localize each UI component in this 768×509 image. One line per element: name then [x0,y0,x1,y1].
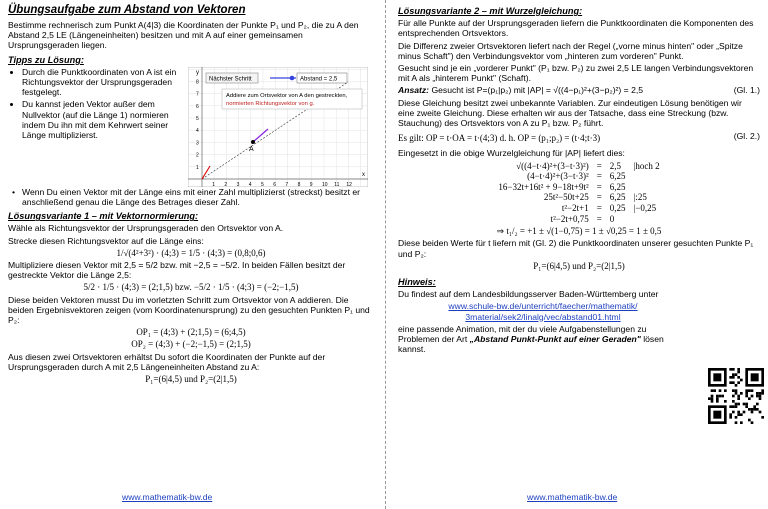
graph-note-line2: normierten Richtungsvektor von g. [226,100,315,107]
slider-handle[interactable] [290,76,295,81]
left-column [8,4,374,386]
sol1-text: Multipliziere diesen Vektor mit 2,5 = 5/2 bzw. mit −2,5 = −5/2. In beiden Fällen besitzt der gestreckte Vektor die Länge 2,5: [8,260,346,281]
x-tick-label: 12 [346,181,352,187]
x-tick-label: 11 [334,181,340,187]
hinweis-text-part: lösen kannst. [398,334,664,355]
equation-cell: 0 [609,213,615,224]
next-step-label: Nächster Schritt [209,76,252,83]
equation-row [494,171,663,182]
ansatz-label: Ansatz: [398,85,430,96]
equation-cell: √((4−t·4)²+(3−t·3)²) [516,160,589,171]
equation-row [494,182,663,193]
ansatz-formula: Gesucht ist P=(p₁|p₂) mit |AP| = √((4−p₁)²+(3−p₂)²) = 2,5 [431,85,644,96]
equation-cell: = [596,171,602,182]
es-gilt-formula: Es gilt: OP = t·OA = t·(4;3) d. h. OP = (p₁;p₂) = (t·4;t·3) [398,133,601,144]
point-a-label: A [249,145,254,153]
y-tick-label: 7 [196,91,199,98]
task-intro: Bestimme rechnerisch zum Punkt A(4|3) die Koordinaten der Punkte P₁ und P₂, die zu A den Abstand 2,5 LE (Längeneinheiten) besitzen und mit A auf einer gemeinsamen Ursprungsgeraden liegen. [8,20,359,51]
equation-cell: = [596,213,602,224]
y-tick-label: 3 [196,140,199,147]
equation-cell: |:25 [633,192,647,203]
x-tick-label: 5 [261,181,264,187]
x-tick-label: 3 [236,181,240,187]
equation-cell: 2,5 [609,160,622,171]
equation-cell: 0,25 [609,203,626,214]
footer-link-left[interactable]: www.mathematik-bw.de [122,492,213,502]
equation-row [494,203,663,214]
hinweis-link[interactable]: www.schule-bw.de/unterricht/faecher/mathematik/ [448,301,638,312]
y-tick-label: 8 [196,79,199,86]
coordinate-graph [188,67,368,187]
hinweis-block [398,289,688,354]
sol2-text: Eingesetzt in die obige Wurzelgleichung für |AP| liefert dies: [398,148,625,159]
qr-code-icon[interactable] [708,368,764,424]
sol1-formula-op2: OP₂ = (4;3) + (−2;−1,5) = (2;1,5) [131,339,251,350]
equation-row [494,161,663,172]
y-axis-label: y [196,69,199,76]
equation-cell: 16−32t+16t² + 9−18t+9t² [498,181,589,192]
sol1-text: Aus diesen zwei Ortsvektoren erhältst Du sofort die Koordinaten der Punkte auf der Ursprungsgeraden durch A mit 2,5 Längeneinheiten Abstand zu A: [8,351,326,372]
sol1-formula-op1: OP₁ = (4;3) + (2;1,5) = (6;4,5) [136,327,246,338]
tip-item: • Durch die Punktkoordinaten von A ist ein Richtungsvektor der Ursprungsgeraden festgelegt. [22,67,182,98]
equation-cell: = [596,160,602,171]
y-tick-label: 4 [196,128,199,135]
hinweis-link-line1 [398,301,688,311]
tip-item: • Wenn Du einen Vektor mit der Länge eins mit einer Zahl multiplizierst (streckst) besitzt er anschließend genau die Länge des Betrages dieser Zahl. [8,187,374,207]
t-solution: ⇒ t₁/₂ = +1 ± √(1−0,75) = 1 ± √0,25 = 1 ± 0,5 [496,226,662,237]
equation-cell [630,171,664,182]
sol1-formula-normalize: 1/√(4²+3²) · (4;3) = 1/5 · (4;3) = (0,8;0,6) [116,247,266,258]
tips-block [8,67,374,187]
tips-heading: Tipps zu Lösung: [8,54,84,65]
x-tick-label: 7 [285,181,289,187]
x-tick-label: 6 [273,181,276,187]
equation-cell: |−0,25 [633,203,657,214]
sol2-text: Die Differenz zweier Ortsvektoren liefert nach der Regel („vorne minus hinten" oder „Spitze minus Schaft") den Verbindungsvektor vom „hinteren zum vorderen" Punkt. [398,40,743,61]
y-tick-label: 2 [196,152,199,159]
x-tick-label: 8 [297,181,301,187]
equation-cell: 25t²−50t+25 [543,192,589,203]
y-tick-label: 5 [196,115,199,122]
page-title: Übungsaufgabe zum Abstand von Vektoren [8,4,246,16]
equation-number-2: (Gl. 2.) [733,131,760,142]
solution1-heading: Lösungsvariante 1 – mit Vektornormierung: [8,211,199,222]
x-tick-label: 2 [224,181,228,187]
equation-cell: = [596,181,602,192]
equation-cell: t²−2t+1 [561,203,589,214]
sol1-result: P₁=(6|4,5) und P₂=(2|1,5) [145,374,237,385]
tips-list [8,67,182,187]
hinweis-heading: Hinweis: [398,277,436,288]
equation-cell: 6,25 [609,171,626,182]
equation-cell: = [596,203,602,214]
hinweis-bold: „Abstand Punkt-Punkt auf einer Geraden" [469,334,641,345]
y-tick-label: 6 [196,103,199,110]
equation-cell: |hoch 2 [633,160,660,171]
sol2-result: P₁=(6|4,5) und P₂=(2|1,5) [533,260,625,271]
equation-row [494,192,663,203]
graph-note-line1: Addiere zum Ortsvektor von A den gestreckten, [226,92,348,99]
ansatz-line [398,85,760,95]
equation-number-1: (Gl. 1.) [733,85,760,96]
x-tick-label: 10 [322,181,328,187]
sol2-text: Für alle Punkte auf der Ursprungsgeraden liefern die Punktkoordinaten die Komponenten des entsprechenden Ortsvektors. [398,18,754,39]
equation-cell: t²−2t+0,75 [550,213,589,224]
x-tick-label: 9 [309,181,313,187]
equation-cell [630,214,664,225]
equation-table [494,161,663,225]
tip-item: • Du kannst jeden Vektor außer dem Nullvektor (auf die Länge 1) normieren indem Du ihn mit dem Kehrwert seiner Länge multiplizierst. [22,99,182,140]
equation-cell: (4−t·4)²+(3−t·3)² [527,171,589,182]
hinweis-text: Du findest auf dem Landesbildungsserver Baden-Württemberg unter [398,289,659,300]
graph-svg [188,67,368,187]
sol2-text: Diese Gleichung besitzt zwei unbekannte Variablen. Zur eindeutigen Lösung benötigen wir eine zweite Gleichung. Diese erhalten wir aus der Tatsache, dass eine Streckung (bzw. Stauchung) des Ortsvektors von A zu P₁ bzw. P₂ führt. [398,97,742,129]
sol1-text: Strecke diesen Richtungsvektor auf die Länge eins: [8,235,204,246]
hinweis-text-2 [398,324,688,355]
hinweis-link-line2 [398,312,688,322]
x-tick-label: 4 [248,181,252,187]
sol1-text: Wähle als Richtungsvektor der Ursprungsgeraden den Ortsvektor von A. [8,223,284,234]
equation-cell: 6,25 [609,181,626,192]
sol2-text: Diese beiden Werte für t liefern mit (Gl. 2) die Punktkoordinaten unserer gesuchten Punkte P₁ und P₂: [398,238,754,259]
slider-label: Abstand = 2,5 [300,76,338,83]
sol2-text: Gesucht sind je ein „vorderer Punkt" (P₁ bzw. P₂) zu zwei 2,5 LE langen Verbindungsvektoren mit A als „hinterem Punkt" (Schaft). [398,63,754,84]
footer-link-right[interactable]: www.mathematik-bw.de [527,492,618,502]
x-tick-label: 1 [212,181,215,187]
equation-cell: = [596,192,602,203]
right-column [398,4,760,356]
column-divider [385,0,386,509]
y-tick-label: 1 [196,164,199,171]
equation-cell: 6,25 [609,192,626,203]
point-a [251,140,255,144]
equation-row [494,214,663,225]
hinweis-text-part: eine passende Animation, mit der du viele Aufgabenstellungen zu Problemen der Art [398,323,647,345]
sol1-formula-scale: 5/2 · 1/5 · (4;3) = (2;1,5) bzw. −5/2 · 1/5 · (4;3) = (−2;−1,5) [83,282,299,293]
hinweis-link[interactable]: 3material/sek2/linalg/vec/abstand01.html [465,311,621,322]
sol1-text: Diese beiden Vektoren musst Du im vorletzten Schritt zum Ortsvektor von A addieren. Die beiden Ergebnisvektoren zeigen (vom Koordinatenursprung) zu den gesuchten Punkten P₁ und P₂: [8,294,370,326]
es-gilt-line [398,131,760,145]
equation-cell [630,182,664,193]
x-axis-label: x [362,171,365,178]
solution2-heading: Lösungsvariante 2 – mit Wurzelgleichung: [398,6,583,16]
